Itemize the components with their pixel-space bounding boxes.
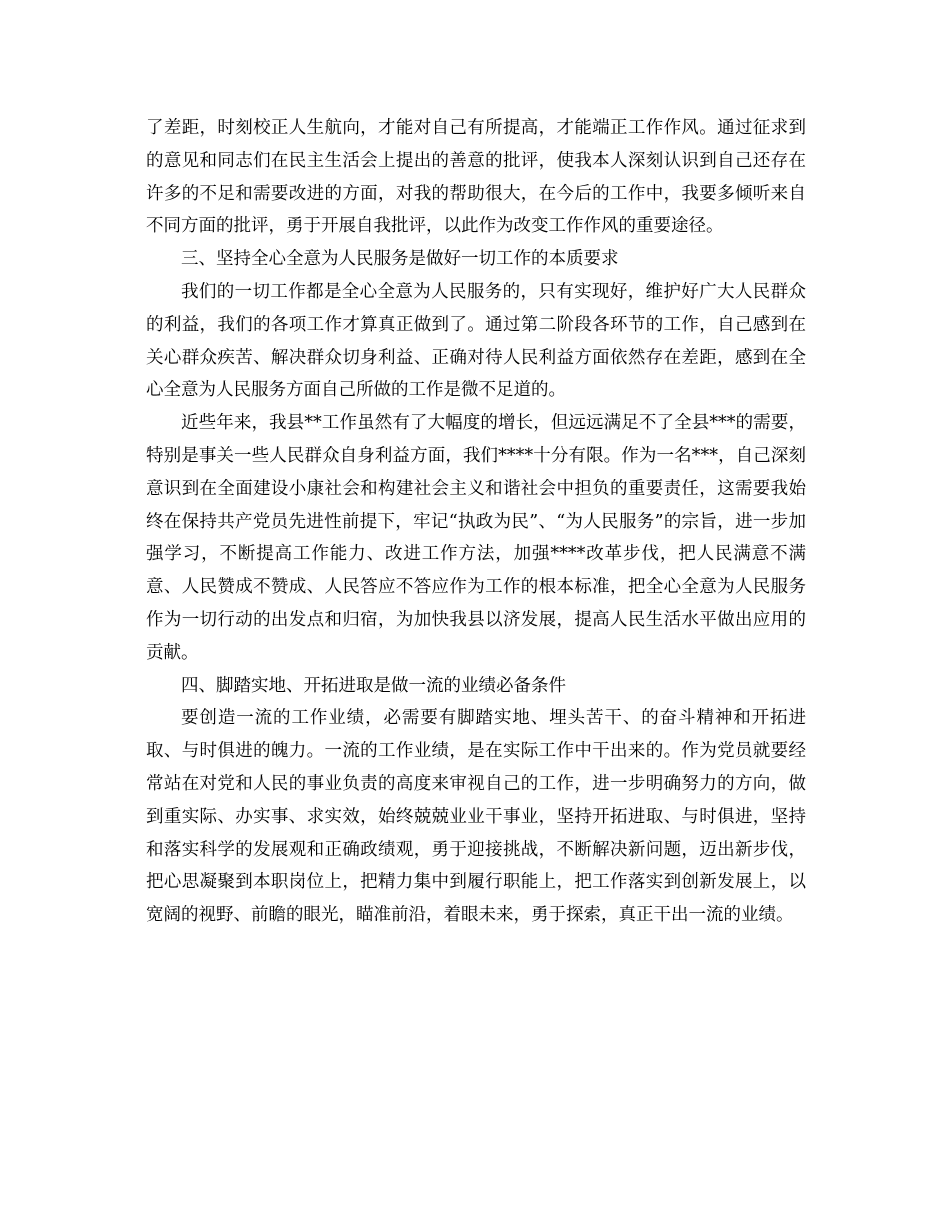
paragraph-continuation: 了差距，时刻校正人生航向，才能对自己有所提高，才能端正工作作风。通过征求到的意见和同志们在民主生活会上提出的善意的批评，使我本人深刻认识到自己还存在许多的不足和需要改进的方面，对我的帮助很大，在今后的工作中，我要多倾听来自不同方面的批评，勇于开展自我批评，以此作为改变工作作风的重要途径。 bbox=[146, 118, 806, 237]
section-heading-four: 四、脚踏实地、开拓进取是做一流的业绩必备条件 bbox=[181, 675, 566, 696]
paragraph: 近些年来，我县**工作虽然有了大幅度的增长，但远远满足不了全县***的需要，特别是事关一些人民群众自身利益方面，我们****十分有限。作为一名***，自己深刻意识到在全面建设小康社会和构建社会主义和谐社会中担负的重要责任，这需要我始终在保持共产党员先进性前提下，牢记“执政为民”、“为人民服务”的宗旨，进一步加强学习，不断提高工作能力、改进工作方法，加强****改革步伐，把人民满意不满意、人民赞成不赞成、人民答应不答应作为工作的根本标准，把全心全意为人民服务作为一切行动的出发点和归宿，为加快我县以济发展，提高人民生活水平做出应用的贡献。 bbox=[146, 413, 806, 663]
paragraph: 要创造一流的工作业绩，必需要有脚踏实地、埋头苦干、的奋斗精神和开拓进取、与时俱进的魄力。一流的工作业绩，是在实际工作中干出来的。作为党员就要经常站在对党和人民的事业负责的高度来审视自己的工作，进一步明确努力的方向，做到重实际、办实事、求实效，始终兢兢业业干事业，坚持开拓进取、与时俱进，坚持和落实科学的发展观和正确政绩观，勇于迎接挑战，不断解决新问题，迈出新步伐，把心思凝聚到本职岗位上，把精力集中到履行职能上，把工作落实到创新发展上，以宽阔的视野、前瞻的眼光，瞄准前沿，着眼未来，勇于探索，真正干出一流的业绩。 bbox=[146, 708, 806, 926]
section-heading-three: 三、坚持全心全意为人民服务是做好一切工作的本质要求 bbox=[181, 249, 619, 270]
document-body bbox=[146, 112, 806, 932]
paragraph: 我们的一切工作都是全心全意为人民服务的，只有实现好，维护好广大人民群众的利益，我们的各项工作才算真正做到了。通过第二阶段各环节的工作，自己感到在关心群众疾苦、解决群众切身利益、正确对待人民利益方面依然存在差距，感到在全心全意为人民服务方面自己所做的工作是微不足道的。 bbox=[146, 281, 806, 401]
